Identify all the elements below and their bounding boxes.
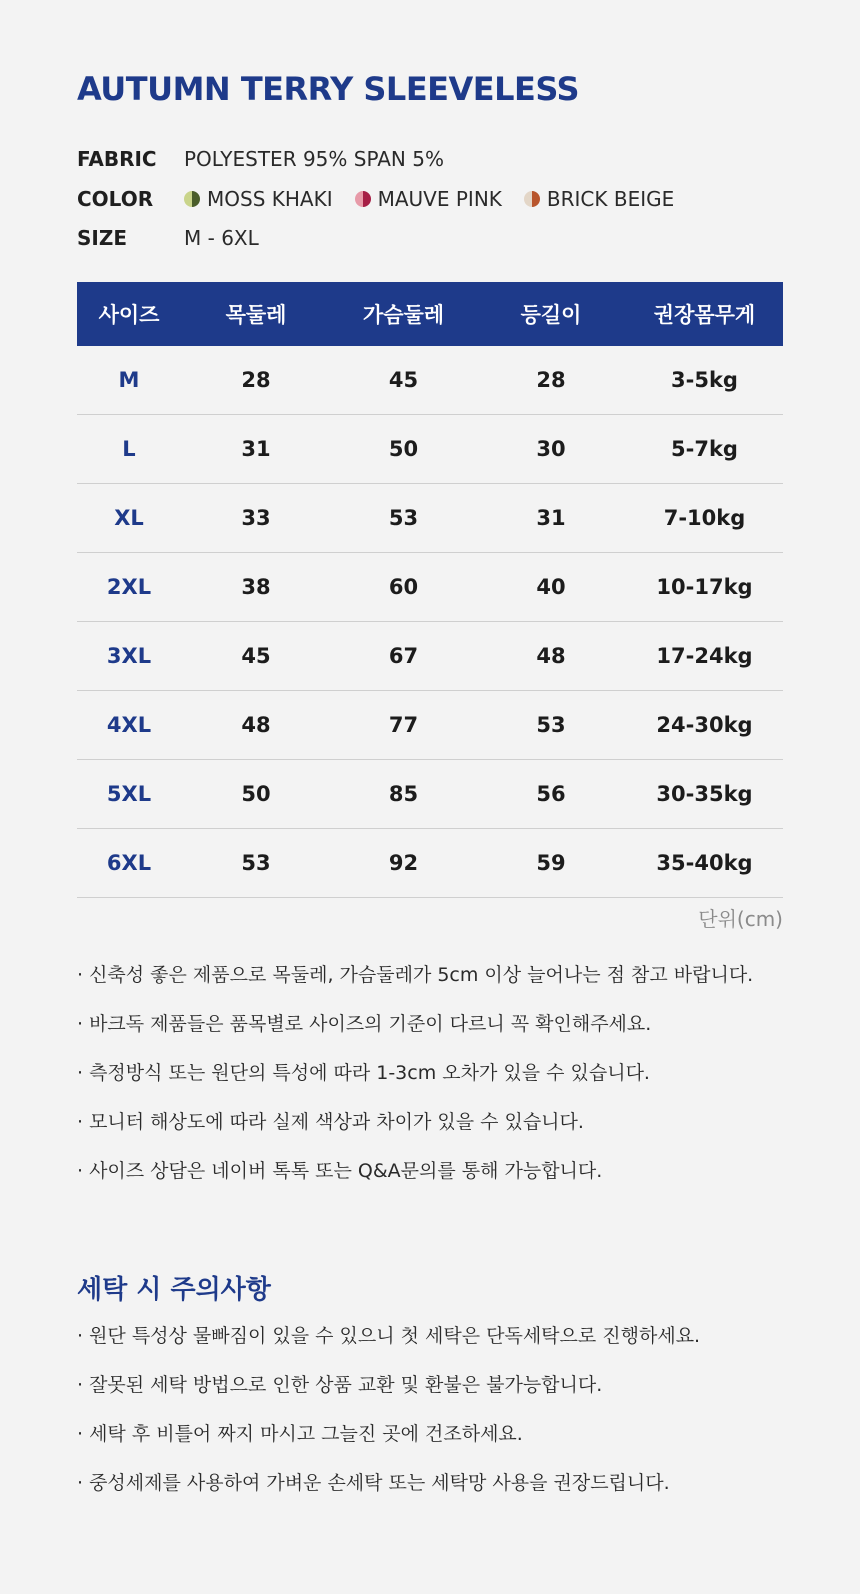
- color-option: [524, 187, 674, 211]
- table-header-cell: 목둘레: [181, 282, 331, 346]
- measure-cell: 59: [476, 829, 626, 898]
- measure-cell: 53: [181, 829, 331, 898]
- measure-cell: 53: [331, 484, 476, 553]
- table-row: [77, 346, 783, 415]
- measure-cell: 31: [476, 484, 626, 553]
- table-header-cell: 가슴둘레: [331, 282, 476, 346]
- measure-cell: 48: [181, 691, 331, 760]
- spec-size: [77, 224, 259, 252]
- color-label: COLOR: [77, 187, 154, 211]
- list-item: · 잘못된 세탁 방법으로 인한 상품 교환 및 환불은 불가능합니다.: [77, 1374, 603, 1396]
- size-cell: L: [77, 415, 181, 484]
- size-table: [77, 282, 783, 898]
- fabric-value: POLYESTER 95% SPAN 5%: [184, 147, 444, 171]
- size-cell: 6XL: [77, 829, 181, 898]
- spec-fabric: [77, 145, 444, 173]
- size-cell: 3XL: [77, 622, 181, 691]
- measure-cell: 67: [331, 622, 476, 691]
- measure-cell: 7-10kg: [626, 484, 783, 553]
- measure-cell: 10-17kg: [626, 553, 783, 622]
- list-item: · 모니터 해상도에 따라 실제 색상과 차이가 있을 수 있습니다.: [77, 1111, 584, 1133]
- color-option: [184, 187, 333, 211]
- color-name: MAUVE PINK: [377, 187, 502, 211]
- color-option: [355, 187, 502, 211]
- table-row: [77, 691, 783, 760]
- table-row: [77, 760, 783, 829]
- measure-cell: 38: [181, 553, 331, 622]
- spec-color: [77, 185, 696, 213]
- measure-cell: 45: [181, 622, 331, 691]
- washing-notes-list: [77, 1322, 700, 1518]
- washing-section-title: 세탁 시 주의사항: [77, 1275, 271, 1305]
- measure-cell: 30-35kg: [626, 760, 783, 829]
- measure-cell: 35-40kg: [626, 829, 783, 898]
- size-cell: 4XL: [77, 691, 181, 760]
- measure-cell: 31: [181, 415, 331, 484]
- size-label: SIZE: [77, 226, 128, 250]
- list-item: · 신축성 좋은 제품으로 목둘레, 가슴둘레가 5cm 이상 늘어나는 점 참고 바랍니다.: [77, 964, 754, 986]
- product-title: AUTUMN TERRY SLEEVELESS: [77, 70, 580, 108]
- table-row: [77, 484, 783, 553]
- color-name: MOSS KHAKI: [207, 187, 333, 211]
- measure-cell: 28: [476, 346, 626, 415]
- measure-cell: 56: [476, 760, 626, 829]
- measure-cell: 60: [331, 553, 476, 622]
- table-header-row: [77, 282, 783, 346]
- table-header-cell: 사이즈: [77, 282, 181, 346]
- color-swatch-icon: [184, 191, 200, 207]
- size-value: M - 6XL: [184, 226, 259, 250]
- table-header-cell: 권장몸무게: [626, 282, 783, 346]
- measure-cell: 28: [181, 346, 331, 415]
- size-cell: XL: [77, 484, 181, 553]
- table-row: [77, 415, 783, 484]
- table-row: [77, 553, 783, 622]
- size-cell: 5XL: [77, 760, 181, 829]
- measure-cell: 45: [331, 346, 476, 415]
- measure-cell: 30: [476, 415, 626, 484]
- measure-cell: 50: [181, 760, 331, 829]
- list-item: · 바크독 제품들은 품목별로 사이즈의 기준이 다르니 꼭 확인해주세요.: [77, 1013, 652, 1035]
- measure-cell: 77: [331, 691, 476, 760]
- measure-cell: 53: [476, 691, 626, 760]
- fabric-label: FABRIC: [77, 147, 157, 171]
- list-item: · 세탁 후 비틀어 짜지 마시고 그늘진 곳에 건조하세요.: [77, 1423, 523, 1445]
- measure-cell: 40: [476, 553, 626, 622]
- color-swatch-icon: [524, 191, 540, 207]
- list-item: · 중성세제를 사용하여 가벼운 손세탁 또는 세탁망 사용을 권장드립니다.: [77, 1472, 670, 1494]
- measure-cell: 5-7kg: [626, 415, 783, 484]
- color-swatch-icon: [355, 191, 371, 207]
- table-header-cell: 등길이: [476, 282, 626, 346]
- measure-cell: 24-30kg: [626, 691, 783, 760]
- table-body: [77, 346, 783, 898]
- measure-cell: 17-24kg: [626, 622, 783, 691]
- measure-cell: 85: [331, 760, 476, 829]
- list-item: · 사이즈 상담은 네이버 톡톡 또는 Q&A문의를 통해 가능합니다.: [77, 1160, 603, 1182]
- size-cell: 2XL: [77, 553, 181, 622]
- table-row: [77, 622, 783, 691]
- list-item: · 측정방식 또는 원단의 특성에 따라 1-3cm 오차가 있을 수 있습니다.: [77, 1062, 650, 1084]
- measure-cell: 48: [476, 622, 626, 691]
- size-notes-list: [77, 961, 753, 1206]
- measure-cell: 3-5kg: [626, 346, 783, 415]
- color-list: [184, 187, 696, 211]
- color-name: BRICK BEIGE: [546, 187, 675, 211]
- measure-cell: 92: [331, 829, 476, 898]
- unit-label: 단위(cm): [698, 907, 783, 931]
- table-row: [77, 829, 783, 898]
- list-item: · 원단 특성상 물빠짐이 있을 수 있으니 첫 세탁은 단독세탁으로 진행하세요.: [77, 1325, 701, 1347]
- measure-cell: 50: [331, 415, 476, 484]
- size-cell: M: [77, 346, 181, 415]
- measure-cell: 33: [181, 484, 331, 553]
